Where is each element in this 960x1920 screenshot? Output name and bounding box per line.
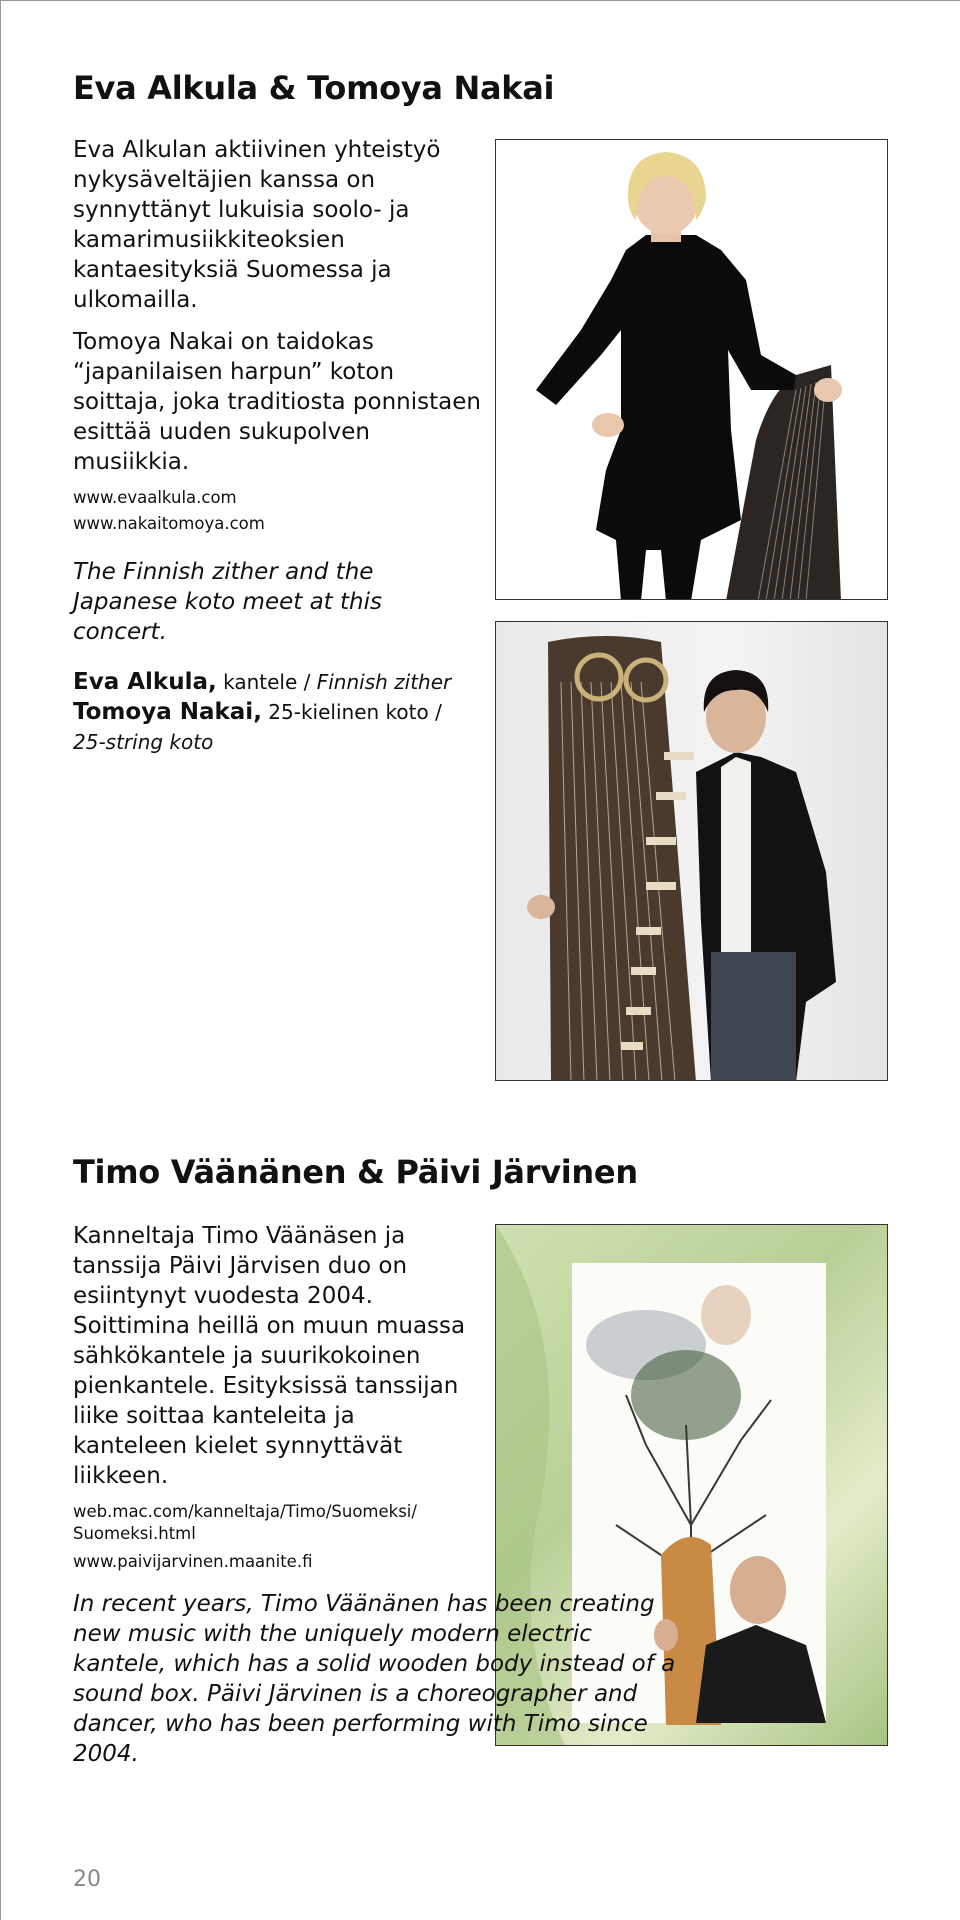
section1-title: Eva Alkula & Tomoya Nakai [73,69,555,107]
section2-text [73,1221,473,1575]
performer1-role-en: Finnish zither [316,670,452,694]
photo-eva-alkula [495,139,888,600]
section2-para1: Kanneltaja Timo Väänäsen ja tanssija Päivi Järvisen duo on esiintynyt vuodesta 2004. Soittimina heillä on muun muassa sähkökantele ja suurikokoinen pienkantele. Esityksissä tanssijan liike soittaa kanteleita ja kanteleen kielet synnyttävät liikkeen. [73,1223,466,1489]
section2-english: In recent years, Timo Väänänen has been creating new music with the uniquely modern electric kantele, which has a solid wooden body instead of a sound box. Päivi Järvinen is a choreographer and dancer, who has been performing with Timo since 2004. [73,1591,676,1767]
url-kanneltaja-cont[interactable]: Suomeksi.html [73,1524,196,1543]
performer1-name: Eva Alkula, [73,669,217,695]
performer1-role: kantele / [223,670,311,694]
page-number: 20 [73,1867,101,1892]
url-kanneltaja[interactable]: web.mac.com/kanneltaja/Timo/Suomeksi/ [73,1502,417,1521]
section1-para1: Eva Alkulan aktiivinen yhteistyö nykysäveltäjien kanssa on synnyttänyt lukuisia soolo- ja kamarimusiikkiteoksien kantaesityksiä Suomessa ja ulkomailla. [73,137,441,313]
performer2-name: Tomoya Nakai, [73,699,262,725]
section2-title: Timo Väänänen & Päivi Järvinen [73,1153,638,1191]
photo-tomoya-nakai [495,621,888,1081]
url-paivijarvinen[interactable]: www.paivijarvinen.maanite.fi [73,1552,313,1571]
url-nakaitomoya[interactable]: www.nakaitomoya.com [73,514,265,533]
section1-text [73,135,483,757]
section1-credits [73,667,483,757]
performer2-role: 25-kielinen koto / [268,700,442,724]
url-evaalkula[interactable]: www.evaalkula.com [73,488,237,507]
section1-english: The Finnish zither and the Japanese koto meet at this concert. [73,559,382,645]
section1-para2: Tomoya Nakai on taidokas “japanilaisen harpun” koton soittaja, joka traditiosta ponnistaen esittää uuden sukupolven musiikkia. [73,329,481,475]
performer2-role-en: 25-string koto [73,730,214,754]
